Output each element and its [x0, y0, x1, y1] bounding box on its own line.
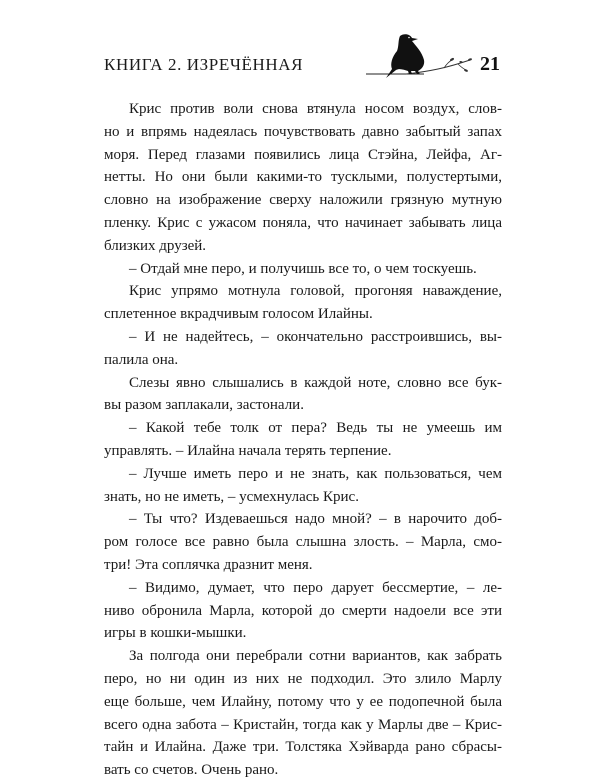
text-line: управлять. – Илайна начала терять терпение. — [104, 442, 392, 459]
page-body-text — [104, 98, 502, 782]
text-line: – Отдай мне перо, и получишь все то, о чем тоскуешь. — [129, 260, 477, 277]
text-line: знать, но не иметь, – усмехнулась Крис. — [104, 488, 359, 505]
text-line: – И не надейтесь, – окончательно расстроившись, вы- — [129, 328, 502, 345]
text-line: ниво обронила Марла, которой до смерти надоели все эти — [104, 602, 502, 619]
text-line: ром голосе все равно была слышна злость. – Марла, смо- — [104, 534, 502, 551]
text-line: словно на изображение сверху наложили грязную мутную — [104, 192, 502, 209]
text-line: вы разом заплакали, застонали. — [104, 397, 304, 414]
text-line: близких друзей. — [104, 237, 207, 254]
text-line: Крис упрямо мотнула головой, прогоняя наваждение, — [129, 283, 502, 300]
text-line: – Лучше иметь перо и не знать, как пользоваться, чем — [129, 465, 502, 482]
page-number: 21 — [480, 53, 500, 75]
text-line: игры в кошки-мышки. — [104, 625, 247, 642]
text-line: Крис против воли снова втянула носом воздух, слов- — [129, 101, 502, 117]
text-line: палила она. — [104, 351, 179, 368]
text-line: перо, но ни один из них не подходил. Это злило Марлу — [104, 670, 502, 687]
text-line: нетты. Но они были какими-то тусклыми, полустертыми, — [104, 169, 502, 186]
crow-on-branch-icon — [366, 24, 476, 84]
text-line: моря. Перед глазами появились лица Стэйна, Лейфа, Аг- — [104, 146, 502, 163]
text-line: три! Эта соплячка дразнит меня. — [104, 556, 313, 573]
text-line: Слезы явно слышались в каждой ноте, словно все бук- — [129, 374, 502, 391]
text-line: – Какой тебе толк от пера? Ведь ты не умеешь им — [129, 420, 502, 437]
text-line: еще больше, чем Илайну, потому что у ее подопечной была — [104, 693, 502, 710]
text-line: пленку. Крис с ужасом поняла, что начинает забывать лица — [104, 214, 502, 231]
text-line: сплетенное вкрадчивым голосом Илайны. — [104, 306, 373, 323]
text-line: – Видимо, думает, что перо дарует бессмертие, – ле- — [129, 579, 502, 596]
text-line: всего одна забота – Кристайн, тогда как у Марлы две – Крис- — [104, 716, 502, 733]
text-line: вать со счетов. Очень рано. — [104, 762, 279, 779]
running-header-title: КНИГА 2. ИЗРЕЧЁННАЯ — [104, 55, 304, 74]
text-line: но и впрямь надеялась почувствовать давно забытый запах — [104, 123, 502, 140]
text-line: За полгода они перебрали сотни вариантов, как забрать — [129, 648, 502, 665]
text-line: – Ты что? Издеваешься надо мной? – в нарочито доб- — [129, 511, 502, 528]
text-line: тайн и Илайна. Даже три. Толстяка Хэйварда рано сбрасы- — [104, 739, 502, 756]
